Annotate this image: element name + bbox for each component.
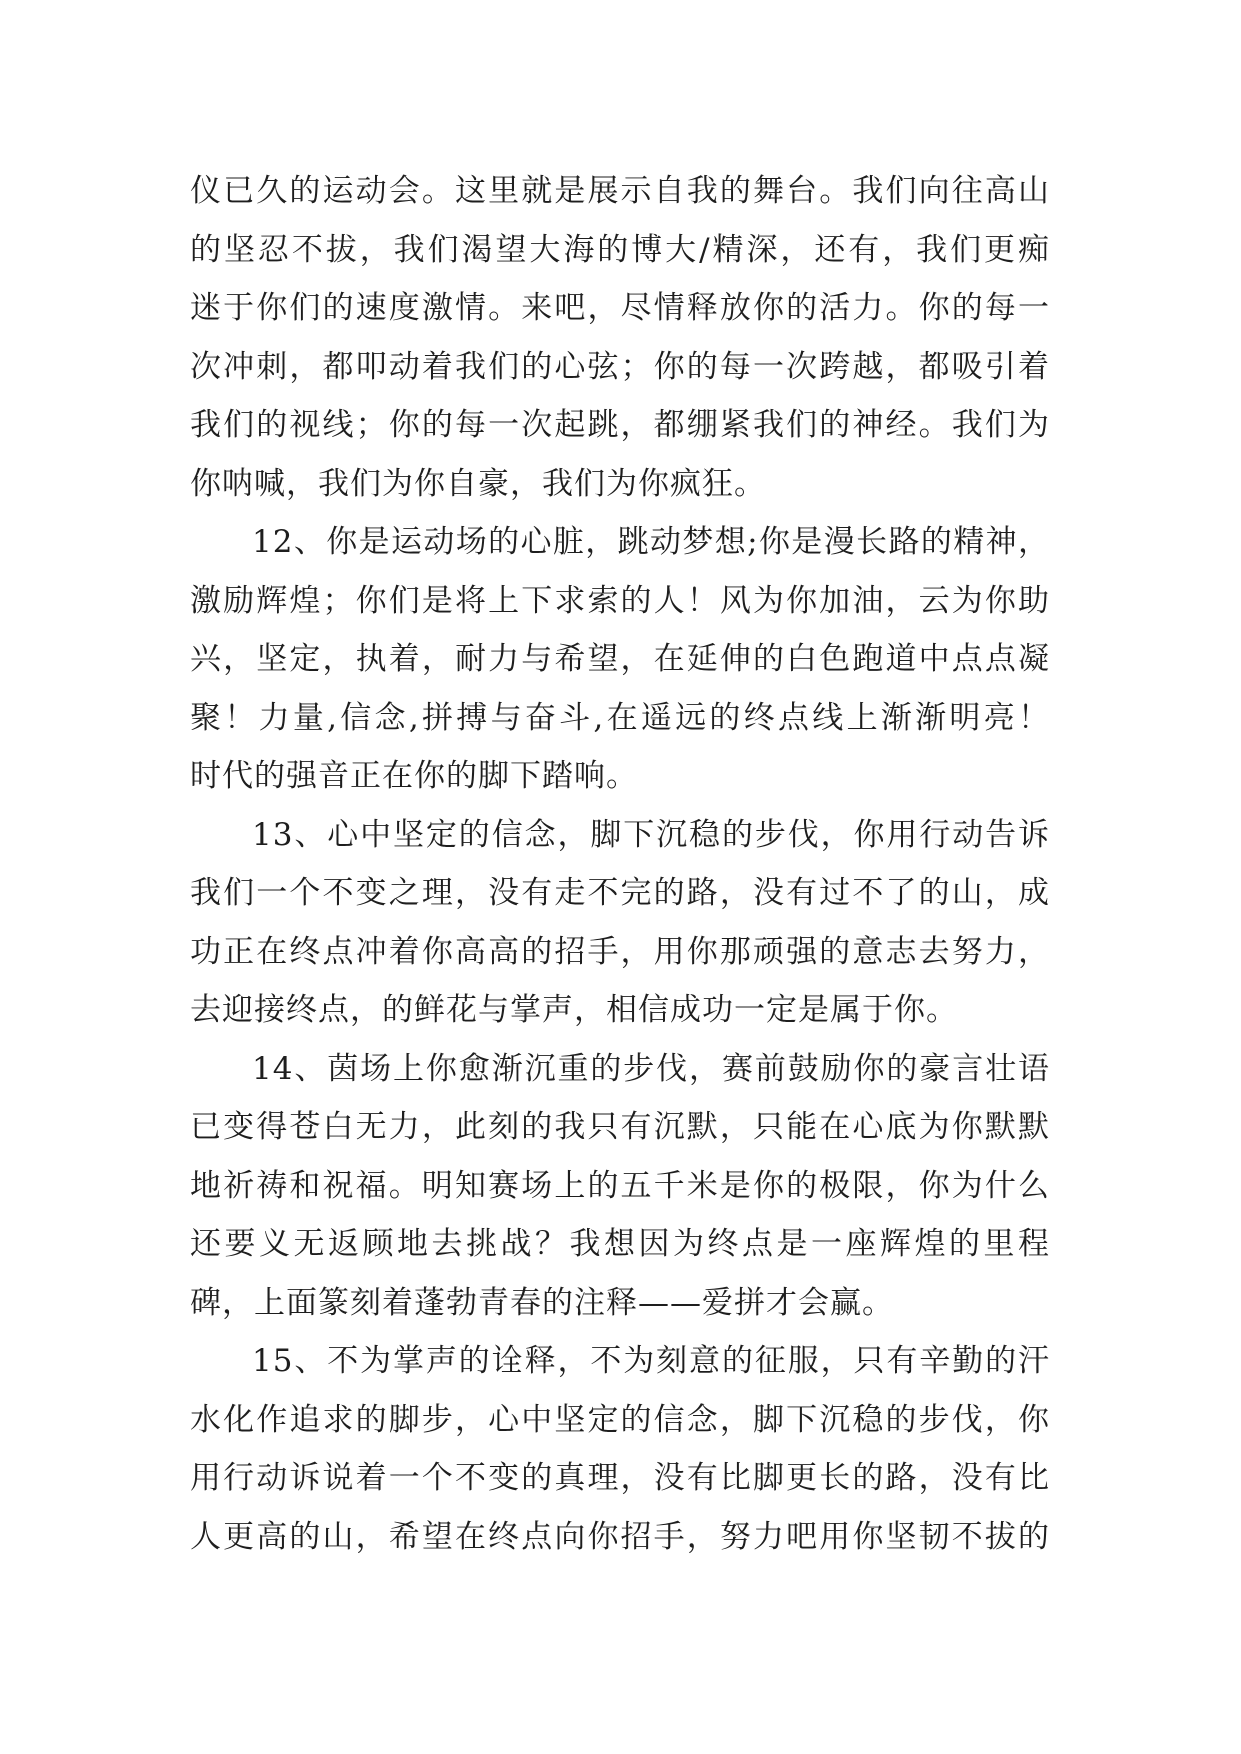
text-line: 的坚忍不拔，我们渴望大海的博大/精深，还有，我们更痴 — [190, 231, 1050, 268]
text-line: 还要义无返顾地去挑战？我想因为终点是一座辉煌的里程 — [190, 1226, 1050, 1262]
paragraph-12-first-line: 12、你是运动场的心脏，跳动梦想;你是漫长路的精神， — [252, 524, 1050, 560]
paragraph-15-first-line: 15、不为掌声的诠释，不为刻意的征服，只有辛勤的汗 — [252, 1343, 1050, 1379]
text-line: 时代的强音正在你的脚下踏响。 — [190, 758, 638, 794]
paragraph-14-first-line: 14、茵场上你愈渐沉重的步伐，赛前鼓励你的豪言壮语 — [252, 1050, 1050, 1087]
text-line: 水化作追求的脚步，心中坚定的信念，脚下沉稳的步伐，你 — [190, 1401, 1050, 1438]
text-line: 兴，坚定，执着，耐力与希望，在延伸的白色跑道中点点凝 — [190, 641, 1050, 677]
text-line: 你呐喊，我们为你自豪，我们为你疯狂。 — [190, 465, 766, 502]
text-line: 已变得苍白无力，此刻的我只有沉默，只能在心底为你默默 — [190, 1109, 1050, 1145]
text-line: 人更高的山，希望在终点向你招手，努力吧用你坚韧不拔的 — [190, 1518, 1050, 1555]
text-line: 功正在终点冲着你高高的招手，用你那顽强的意志去努力， — [190, 933, 1050, 970]
text-line: 去迎接终点，的鲜花与掌声，相信成功一定是属于你。 — [190, 992, 958, 1028]
text-line: 地祈祷和祝福。明知赛场上的五千米是你的极限，你为什么 — [190, 1167, 1050, 1204]
paragraph-13-first-line: 13、心中坚定的信念，脚下沉稳的步伐，你用行动告诉 — [252, 816, 1050, 853]
text-line: 激励辉煌；你们是将上下求索的人！风为你加油，云为你助 — [190, 582, 1050, 619]
text-line: 仪已久的运动会。这里就是展示自我的舞台。我们向往高山 — [190, 173, 1050, 209]
text-line: 次冲刺，都叩动着我们的心弦；你的每一次跨越，都吸引着 — [190, 348, 1050, 385]
text-line: 用行动诉说着一个不变的真理，没有比脚更长的路，没有比 — [190, 1460, 1050, 1496]
text-line: 碑，上面篆刻着蓬勃青春的注释——爱拼才会赢。 — [190, 1284, 894, 1321]
body-text — [190, 162, 1050, 1566]
text-line: 聚！力量,信念,拼搏与奋斗,在遥远的终点线上渐渐明亮！ — [190, 699, 1050, 736]
text-line: 我们一个不变之理，没有走不完的路，没有过不了的山，成 — [190, 875, 1050, 911]
text-line: 迷于你们的速度激情。来吧，尽情释放你的活力。你的每一 — [190, 290, 1050, 326]
text-line: 我们的视线；你的每一次起跳，都绷紧我们的神经。我们为 — [190, 407, 1050, 443]
